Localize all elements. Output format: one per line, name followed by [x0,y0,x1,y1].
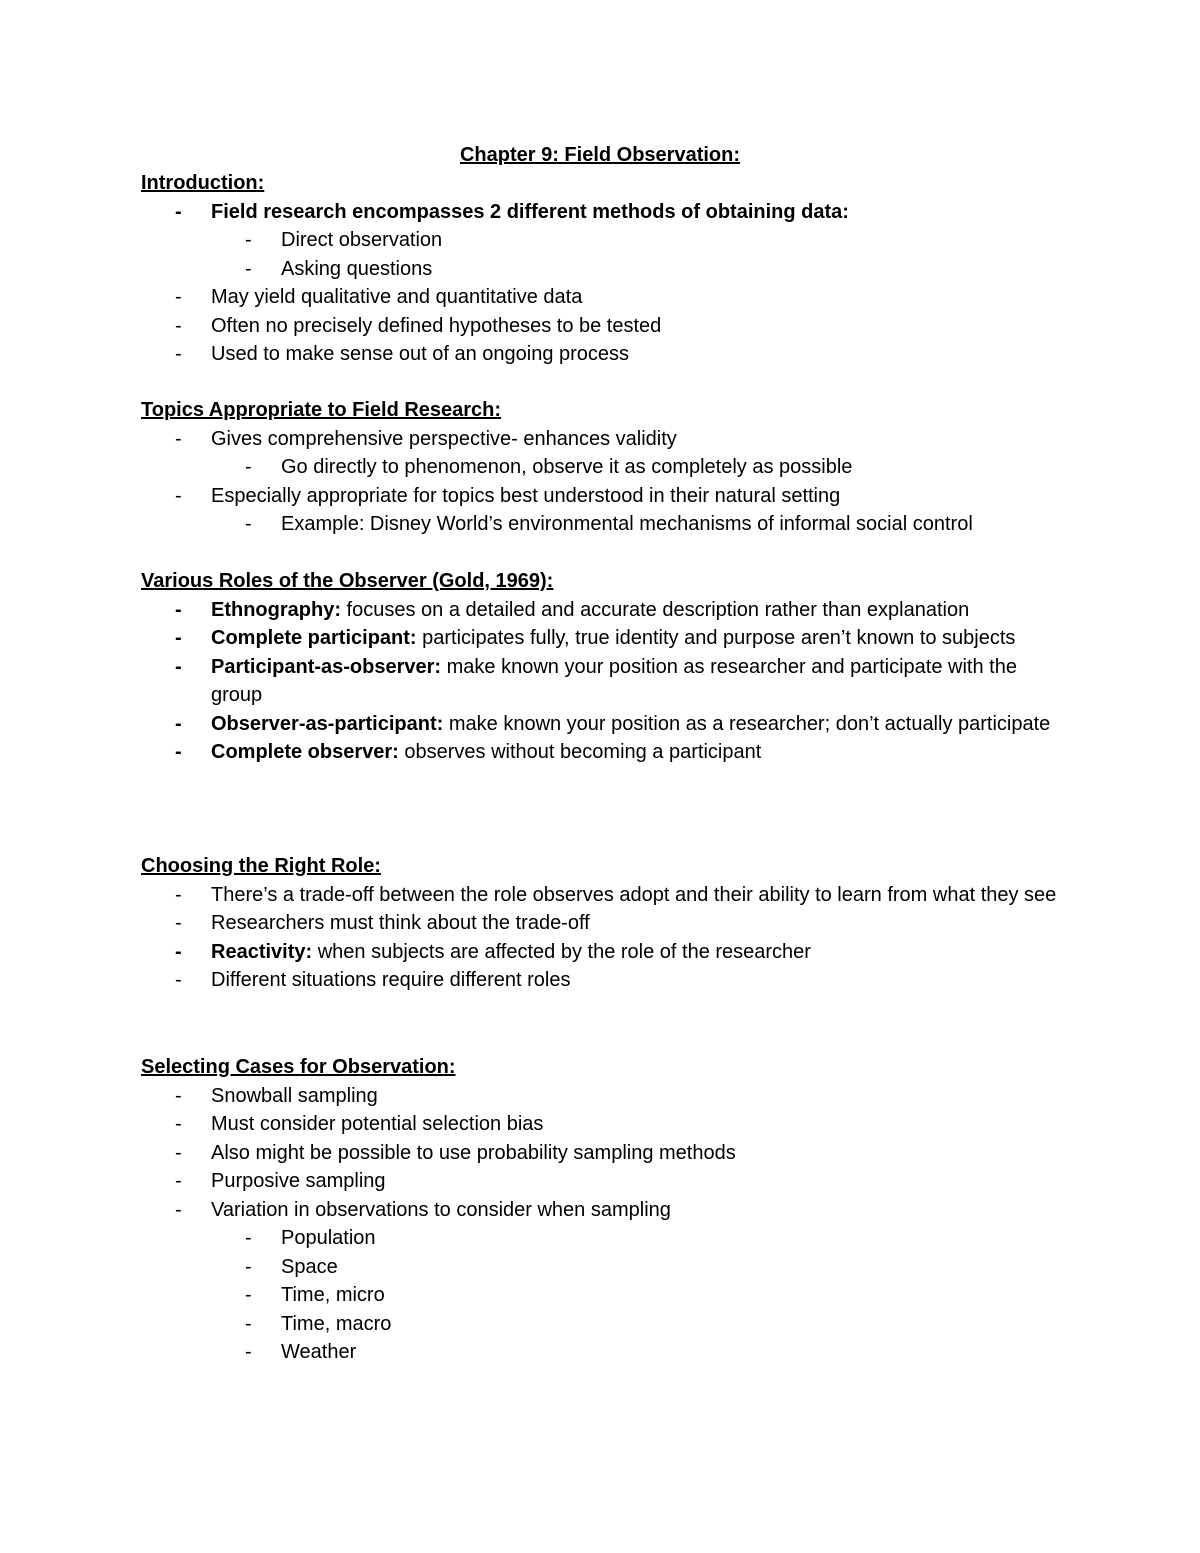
list-item-text: Example: Disney World’s environmental mechanisms of informal social control [281,513,973,535]
list-item [141,738,1061,767]
list-item-text: Population [281,1227,376,1249]
bullet-dash: - [245,513,252,535]
section-heading: Introduction: [141,172,265,194]
definition: observes without becoming a participant [398,741,762,763]
definition: focuses on a detailed and accurate description rather than explanation [341,598,970,621]
list-item [141,1224,1061,1253]
section-choosing [141,852,1061,995]
list-item [141,1196,1061,1225]
list-item [141,1310,1061,1339]
list-item [141,340,1061,369]
list-item [141,938,1061,967]
section-heading: Topics Appropriate to Field Research: [141,399,502,421]
bullet-dash: - [175,314,182,337]
bullet-dash: - [175,883,182,906]
list-item-text: Weather [281,1341,357,1363]
bullet-dash: - [245,229,252,251]
list-item-text: Different situations require different roles [211,969,571,991]
list-item-text: Used to make sense out of an ongoing process [211,343,630,365]
bullet-dash: - [175,1141,182,1164]
list-item-text [211,710,1061,739]
list-item [141,881,1061,910]
bullet-dash: - [245,1312,252,1335]
list-item [141,1110,1061,1139]
list-item-text: Go directly to phenomenon, observe it as completely as possible [281,456,853,478]
list-item [141,312,1061,341]
list-item-text: Often no precisely defined hypotheses to be tested [211,314,662,337]
list-item-text: Purposive sampling [211,1170,386,1192]
bullet-dash: - [175,741,182,763]
bullet-dash: - [245,1284,252,1306]
list-item [141,510,1061,539]
bullet-dash: - [175,712,182,735]
document-title: Chapter 9: Field Observation: [459,144,741,166]
definition: participates fully, true identity and purpose aren’t known to subjects [416,627,1016,649]
list-item-text: Direct observation [281,229,443,251]
section-heading: Selecting Cases for Observation: [141,1056,456,1078]
bullet-dash: - [175,1198,182,1221]
term: Reactivity: [211,940,313,963]
term: Complete participant: [211,627,417,649]
bullet-dash: - [175,286,182,308]
list-item [141,453,1061,482]
list-item-text: Time, macro [281,1312,392,1335]
list-item [141,198,1061,227]
section-roles [141,567,1061,767]
list-item [141,283,1061,312]
bullet-dash: - [245,1227,252,1249]
bullet-dash: - [175,912,182,934]
bullet-dash: - [175,969,182,991]
list-item [141,966,1061,995]
bullet-dash: - [245,456,252,478]
bullet-dash: - [245,1341,252,1363]
list-item [141,1082,1061,1111]
list-item [141,909,1061,938]
list-item [141,425,1061,454]
list-item-text: May yield qualitative and quantitative data [211,286,583,308]
list-item [141,1253,1061,1282]
list-item-text: There’s a trade-off between the role observes adopt and their ability to learn from what they see [211,883,1057,906]
list-item [141,1338,1061,1367]
section-heading: Choosing the Right Role: [141,855,381,877]
bullet-dash: - [175,1113,182,1135]
list-item [141,482,1061,511]
list-item [141,596,1061,625]
bullet-dash: - [175,598,182,621]
list-item-text [211,938,1061,967]
list-item [141,1139,1061,1168]
bullet-dash: - [175,484,182,507]
list-item-text [211,624,1061,653]
list-item-text: Space [281,1255,338,1278]
term: Observer-as-participant: [211,712,444,735]
list-item [141,653,1061,710]
bullet-dash: - [175,200,182,223]
list-item-text: Snowball sampling [211,1084,378,1107]
list-item-text: Gives comprehensive perspective- enhances validity [211,427,677,450]
list-item-text: Asking questions [281,257,433,280]
list-item [141,624,1061,653]
definition: make known your position as a researcher; don’t actually participate [443,712,1051,735]
list-item-text [211,738,1061,767]
term: Participant-as-observer: [211,655,442,678]
definition: make known your position as researcher and participate with the group [211,655,1017,706]
bullet-dash: - [175,940,182,963]
list-item [141,1281,1061,1310]
list-item [141,226,1061,255]
list-item-text: Must consider potential selection bias [211,1113,544,1135]
section-selecting [141,1053,1061,1367]
term: Complete observer: [211,741,399,763]
section-introduction [141,169,1061,369]
bullet-dash: - [175,655,182,678]
list-item-text: Time, micro [281,1284,385,1306]
bullet-dash: - [175,343,182,365]
list-item [141,1167,1061,1196]
list-item-text: Field research encompasses 2 different methods of obtaining data: [211,200,849,223]
section-topics [141,396,1061,539]
list-item [141,710,1061,739]
bullet-dash: - [175,1084,182,1107]
list-item-text: Researchers must think about the trade-off [211,912,590,934]
list-item-text: Especially appropriate for topics best understood in their natural setting [211,484,841,507]
list-item-text: Variation in observations to consider when sampling [211,1198,671,1221]
section-heading: Various Roles of the Observer (Gold, 1969): [141,570,554,592]
bullet-dash: - [175,1170,182,1192]
bullet-dash: - [175,627,182,649]
bullet-dash: - [245,1255,252,1278]
list-item-text [211,596,1061,625]
bullet-dash: - [245,257,252,280]
definition: when subjects are affected by the role of the researcher [312,940,811,963]
term: Ethnography: [211,598,341,621]
list-item-text [211,653,1061,710]
bullet-dash: - [175,427,182,450]
list-item [141,255,1061,284]
list-item-text: Also might be possible to use probability sampling methods [211,1141,736,1164]
